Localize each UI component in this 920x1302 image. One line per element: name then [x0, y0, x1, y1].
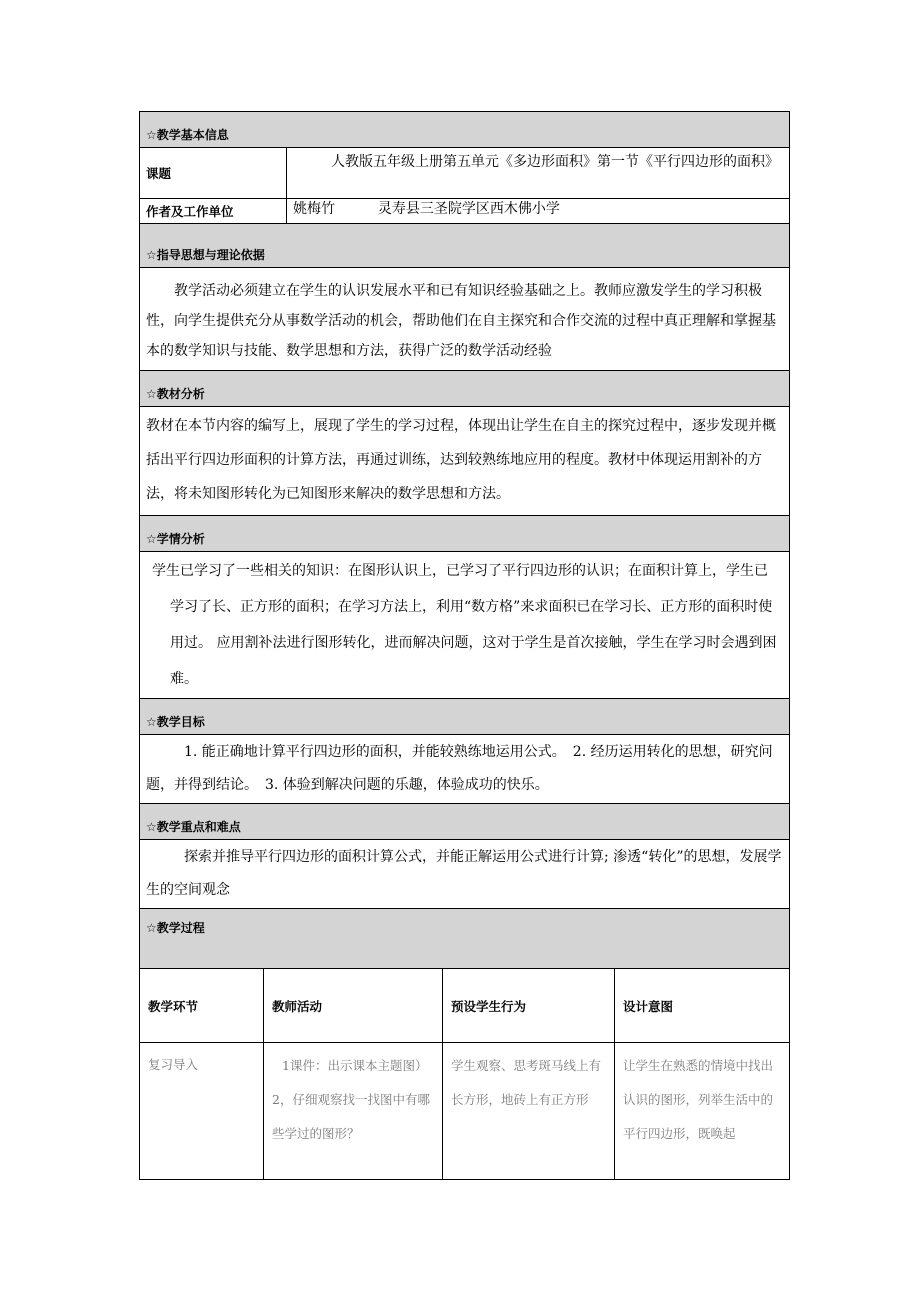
section-basic-info: ☆教学基本信息	[140, 112, 789, 148]
focus-text: 探索并推导平行四边形的面积计算公式，并能正解运用公式进行计算; 渗透“转化”的思想，发展学生的空间观念	[140, 840, 789, 909]
material-text: 教材在本节内容的编写上，展现了学生的学习过程，体现出让学生在自主的探究过程中，逐步发现并概括出平行四边形面积的计算方法，再通过训练，达到较熟练地应用的程度。教材中体现运用割补的方法，将未知图形转化为已知图形来解决的数学思想和方法。	[140, 407, 789, 516]
author-value	[287, 199, 789, 223]
process-col-student	[443, 969, 615, 1179]
author-label: 作者及工作单位	[140, 199, 287, 223]
header-stage: 教学环节	[140, 969, 263, 1043]
author-row	[140, 199, 789, 224]
lesson-plan-table	[139, 111, 790, 1180]
student-cell: 学生观察、思考斑马线上有长方形，地砖上有正方形	[451, 1058, 602, 1107]
header-intent: 设计意图	[615, 969, 789, 1043]
section-process: ☆教学过程	[140, 909, 789, 969]
topic-value: 人教版五年级上册第五单元《多边形面积》第一节《平行四边形的面积》	[331, 154, 779, 170]
header-student: 预设学生行为	[443, 969, 614, 1043]
section-material: ☆教材分析	[140, 371, 789, 407]
guiding-text: 教学活动必须建立在学生的认识发展水平和已有知识经验基础之上。教师应激发学生的学习积极性，向学生提供充分从事数学活动的机会，帮助他们在自主探究和合作交流的过程中真正理解和掌握基本的数学知识与技能、数学思想和方法，获得广泛的数学活动经验	[140, 268, 789, 371]
process-col-intent	[615, 969, 789, 1179]
author-unit: 灵寿县三圣院学区西木佛小学	[377, 201, 560, 217]
section-learner: ☆学情分析	[140, 516, 789, 552]
process-col-teacher	[264, 969, 443, 1179]
topic-row	[140, 148, 789, 199]
process-table	[140, 969, 789, 1179]
stage-cell: 复习导入	[148, 1057, 199, 1072]
section-goals: ☆教学目标	[140, 699, 789, 735]
section-focus: ☆教学重点和难点	[140, 804, 789, 840]
topic-label: 课题	[140, 148, 287, 198]
author-name: 姚梅竹	[293, 201, 335, 217]
intent-cell: 让学生在熟悉的情境中找出认识的图形，列举生活中的平行四边形，既唤起	[623, 1058, 774, 1141]
process-col-stage	[140, 969, 264, 1179]
goals-text: 1. 能正确地计算平行四边形的面积，并能较熟练地运用公式。 2. 经历运用转化的思想，研究问题，并得到结论。 3. 体验到解决问题的乐趣，体验成功的快乐。	[140, 735, 789, 804]
teacher-cell: 1课件：出示课本主题图）2，仔细观察找一找图中有哪些学过的图形？	[272, 1058, 430, 1141]
section-guiding: ☆指导思想与理论依据	[140, 224, 789, 268]
learner-text: 学生已学习了一些相关的知识：在图形认识上，已学习了平行四边形的认识；在面积计算上，学生已学习了长、正方形的面积；在学习方法上，利用“数方格”来求面积已在学习长、正方形的面积时使用过。 应用割补法进行图形转化，进而解决问题，这对于学生是首次接触，学生在学习时会遇到困难。	[140, 552, 789, 699]
header-teacher: 教师活动	[264, 969, 442, 1043]
